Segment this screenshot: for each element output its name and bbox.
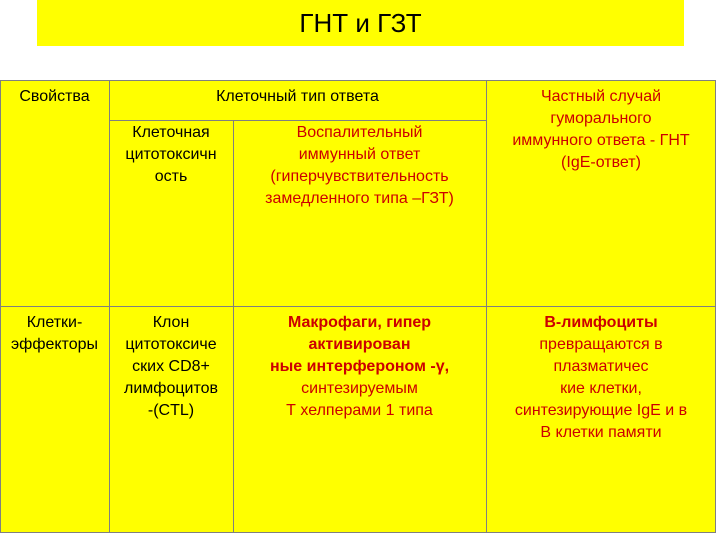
row-label-effectors: Клетки- эффекторы <box>10 314 98 353</box>
page-title: ГНТ и ГЗТ <box>37 0 684 46</box>
cell-ctl: Клон цитотоксиче ских CD8+ лимфоцитов -(CTL) <box>124 314 218 419</box>
comparison-table <box>0 80 716 533</box>
header-cytotoxicity: Клеточная цитотоксичн ость <box>125 124 217 185</box>
header-ih: Частный случай гуморального иммунного ответа - ГНТ (IgE-ответ) <box>512 88 690 171</box>
header-cellular-response: Клеточный тип ответа <box>216 88 379 105</box>
cell-dth-effectors: Макрофаги, гипер активирован ные интерфероном -γ, синтезируемым Т хелперами 1 типа <box>269 314 450 419</box>
cell-ih-effectors: В-лимфоциты превращаются в плазматичес кие клетки, синтезирующие IgE и в В клетки памяти <box>514 314 688 441</box>
header-dth: Воспалительный иммунный ответ (гиперчувствительность замедленного типа –ГЗТ) <box>265 124 454 207</box>
header-properties: Свойства <box>19 88 90 105</box>
